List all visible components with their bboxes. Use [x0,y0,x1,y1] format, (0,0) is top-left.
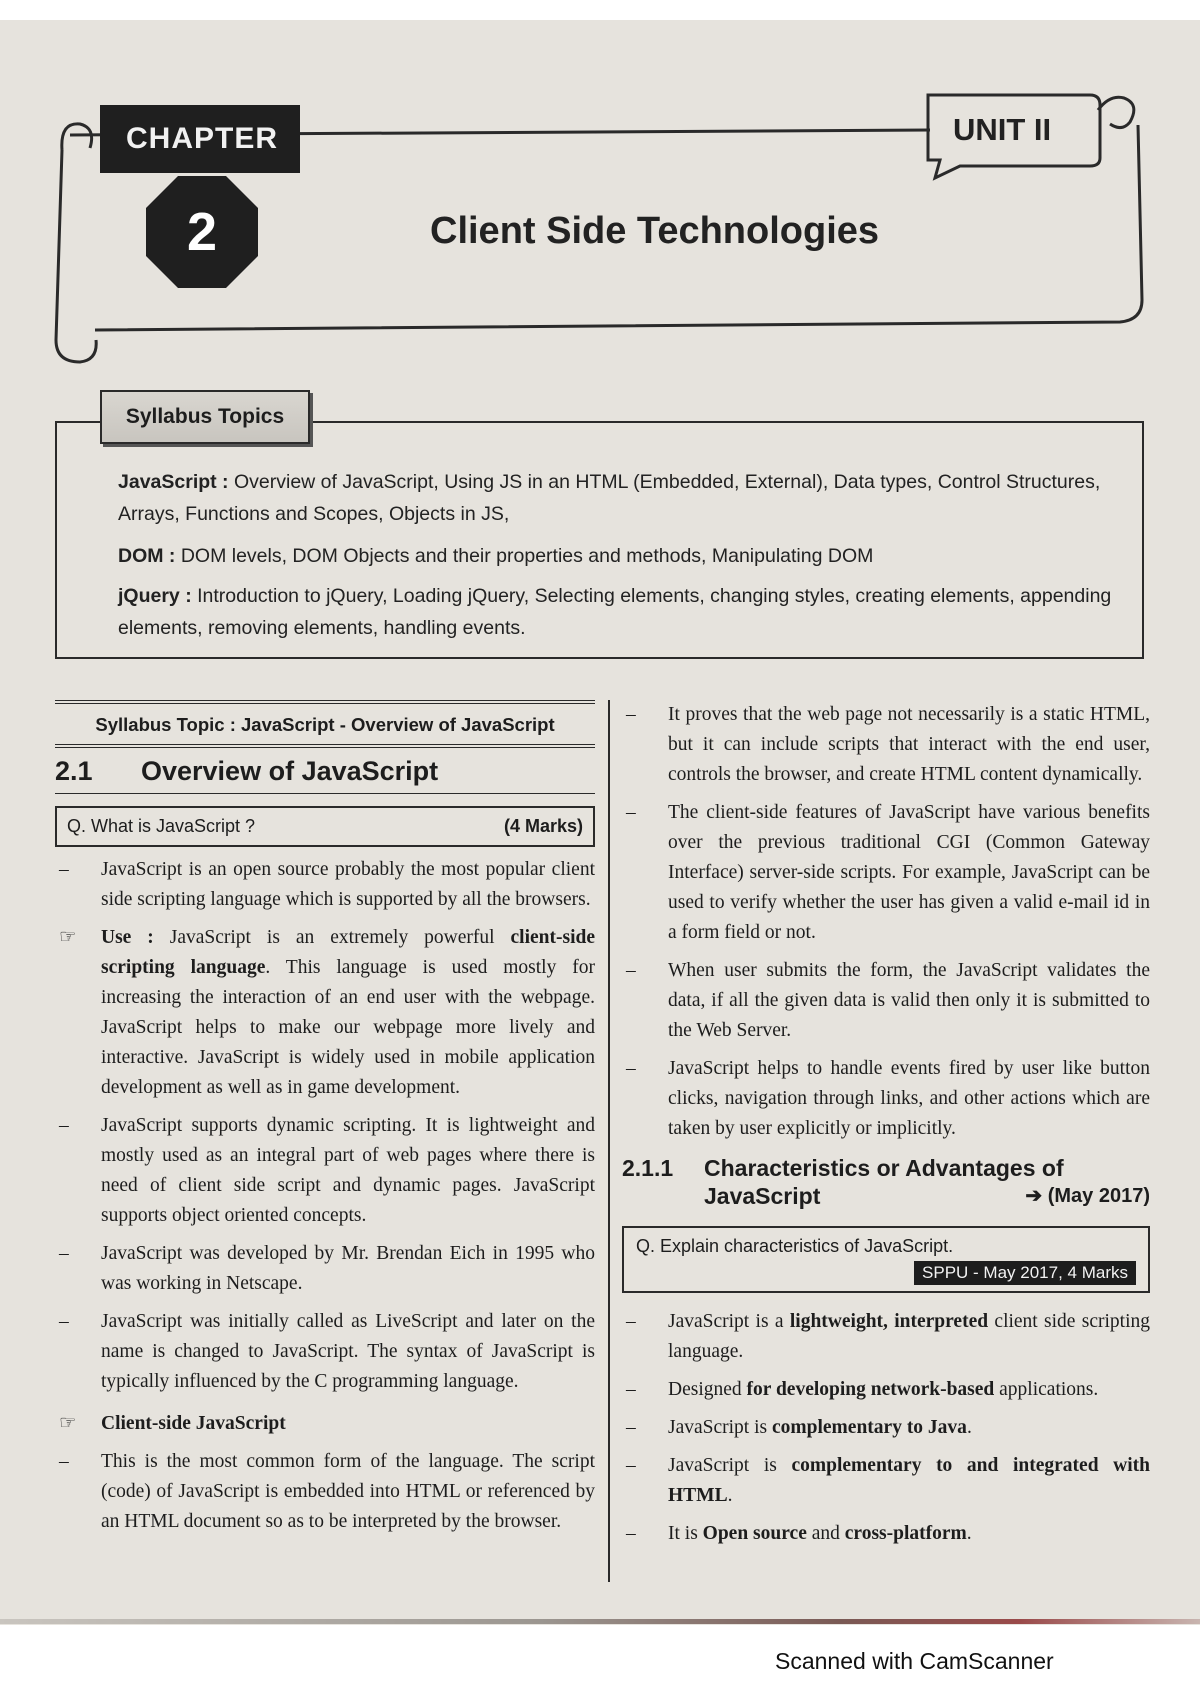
pointing-hand-icon: ☞ [59,927,77,948]
column-divider [608,700,610,1582]
list-item-use: ☞ Use : JavaScript is an extremely powerful client-side scripting language. This language is used mostly for increasing the interaction of an end user with the webpage. JavaScript helps to make our webpage more lively and interactive. JavaScript is widely used in mobile application development as well as in game development. [55,923,595,1103]
page-bottom-edge [0,1619,1200,1624]
dash-bullet: – [626,960,636,981]
syllabus-jquery [118,580,1132,644]
dash-bullet: – [59,1311,69,1332]
syllabus-javascript-text: Overview of JavaScript, Using JS in an HTML (Embedded, External), Data types, Control Structures, Arrays, Functions and Scopes, Objects in JS, [118,471,1101,525]
question-box [622,1226,1150,1293]
list-item: – It is Open source and cross-platform. [622,1519,1150,1549]
list-item: – JavaScript is complementary to and integrated with HTML. [622,1451,1150,1511]
left-column [55,700,595,1537]
dash-bullet: – [626,1455,636,1476]
list-item: – JavaScript is an open source probably the most popular client side scripting language which is supported by all the browsers. [55,855,595,915]
syllabus-jquery-label: jQuery : [118,585,192,607]
question-marks: (4 Marks) [503,816,583,836]
pointing-hand-icon: ☞ [59,1413,77,1434]
list-item: – JavaScript was initially called as LiveScript and later on the name is changed to JavaScript. The syntax of JavaScript is typically influenced by the C programming language. [55,1307,595,1397]
list-item: – JavaScript helps to handle events fired by user like button clicks, navigation through links, and other actions which are taken by user explicitly or implicitly. [622,1054,1150,1144]
list-item: – JavaScript supports dynamic scripting. It is lightweight and mostly used as an integral part of web pages where there is need of client side script and dynamic pages. JavaScript supports object oriented concepts. [55,1111,595,1231]
dash-bullet: – [626,802,636,823]
scanner-watermark: Scanned with CamScanner [775,1648,1054,1674]
subsection-title-line2: JavaScript [704,1183,821,1209]
question-text: Q. Explain characteristics of JavaScript. [636,1236,954,1256]
subsection-heading [622,1154,1150,1210]
right-column [622,700,1150,1549]
syllabus-dom-text: DOM levels, DOM Objects and their properties and methods, Manipulating DOM [175,545,874,567]
chapter-number: 2 [186,202,218,262]
list-item: – Designed for developing network-based applications. [622,1375,1150,1405]
subsection-number: 2.1.1 [622,1155,674,1181]
dash-bullet: – [626,1417,636,1438]
question-text: Q. What is JavaScript ? [67,816,256,836]
subsection-title-line1: Characteristics or Advantages of [704,1155,1064,1181]
list-item: – This is the most common form of the language. The script (code) of JavaScript is embedded into HTML or referenced by an HTML document so as to be interpreted by the browser. [55,1447,595,1537]
chapter-label: CHAPTER [100,105,300,173]
dash-bullet: – [626,1058,636,1079]
syllabus-tab: Syllabus Topics [100,390,310,444]
list-item: – The client-side features of JavaScript have various benefits over the previous traditional CGI (Common Gateway Interface) server-side scripts. For example, JavaScript can be used to verify whether the user has given a valid e-mail id in a form field or not. [622,798,1150,948]
dash-bullet: – [626,704,636,725]
list-item: – JavaScript is a lightweight, interpreted client side scripting language. [622,1307,1150,1367]
dash-bullet: – [626,1523,636,1544]
dash-bullet: – [59,1115,69,1136]
syllabus-topic-label: Syllabus Topic : JavaScript - Overview of JavaScript [55,700,595,748]
list-item: – It proves that the web page not necessarily is a static HTML, but it can include scripts that interact with the end user, controls the browser, and create HTML content dynamically. [622,700,1150,790]
client-side-heading: ☞ Client-side JavaScript [55,1409,595,1439]
dash-bullet: – [59,1451,69,1472]
list-item: – JavaScript is complementary to Java. [622,1413,1150,1443]
dash-bullet: – [626,1311,636,1332]
section-heading [55,756,595,794]
subsection-exam-ref: ➔ (May 2017) [1025,1185,1150,1207]
section-number: 2.1 [55,756,93,786]
dash-bullet: – [626,1379,636,1400]
question-box [55,806,595,847]
syllabus-dom-label: DOM : [118,545,176,567]
chapter-title: Client Side Technologies [430,210,880,252]
exam-badge: SPPU - May 2017, 4 Marks [914,1261,1136,1285]
syllabus-dom [118,540,1132,572]
syllabus-javascript-label: JavaScript : [118,471,229,493]
list-item: – When user submits the form, the JavaScript validates the data, if all the given data is valid then only it is submitted to the Web Server. [622,956,1150,1046]
section-title: Overview of JavaScript [141,756,439,786]
unit-label: UNIT II [953,112,1052,147]
syllabus-javascript [118,466,1132,530]
syllabus-jquery-text: Introduction to jQuery, Loading jQuery, Selecting elements, changing styles, creating elements, appending elements, removing elements, handling events. [118,585,1112,639]
dash-bullet: – [59,1243,69,1264]
list-item: – JavaScript was developed by Mr. Brendan Eich in 1995 who was working in Netscape. [55,1239,595,1299]
dash-bullet: – [59,859,69,880]
